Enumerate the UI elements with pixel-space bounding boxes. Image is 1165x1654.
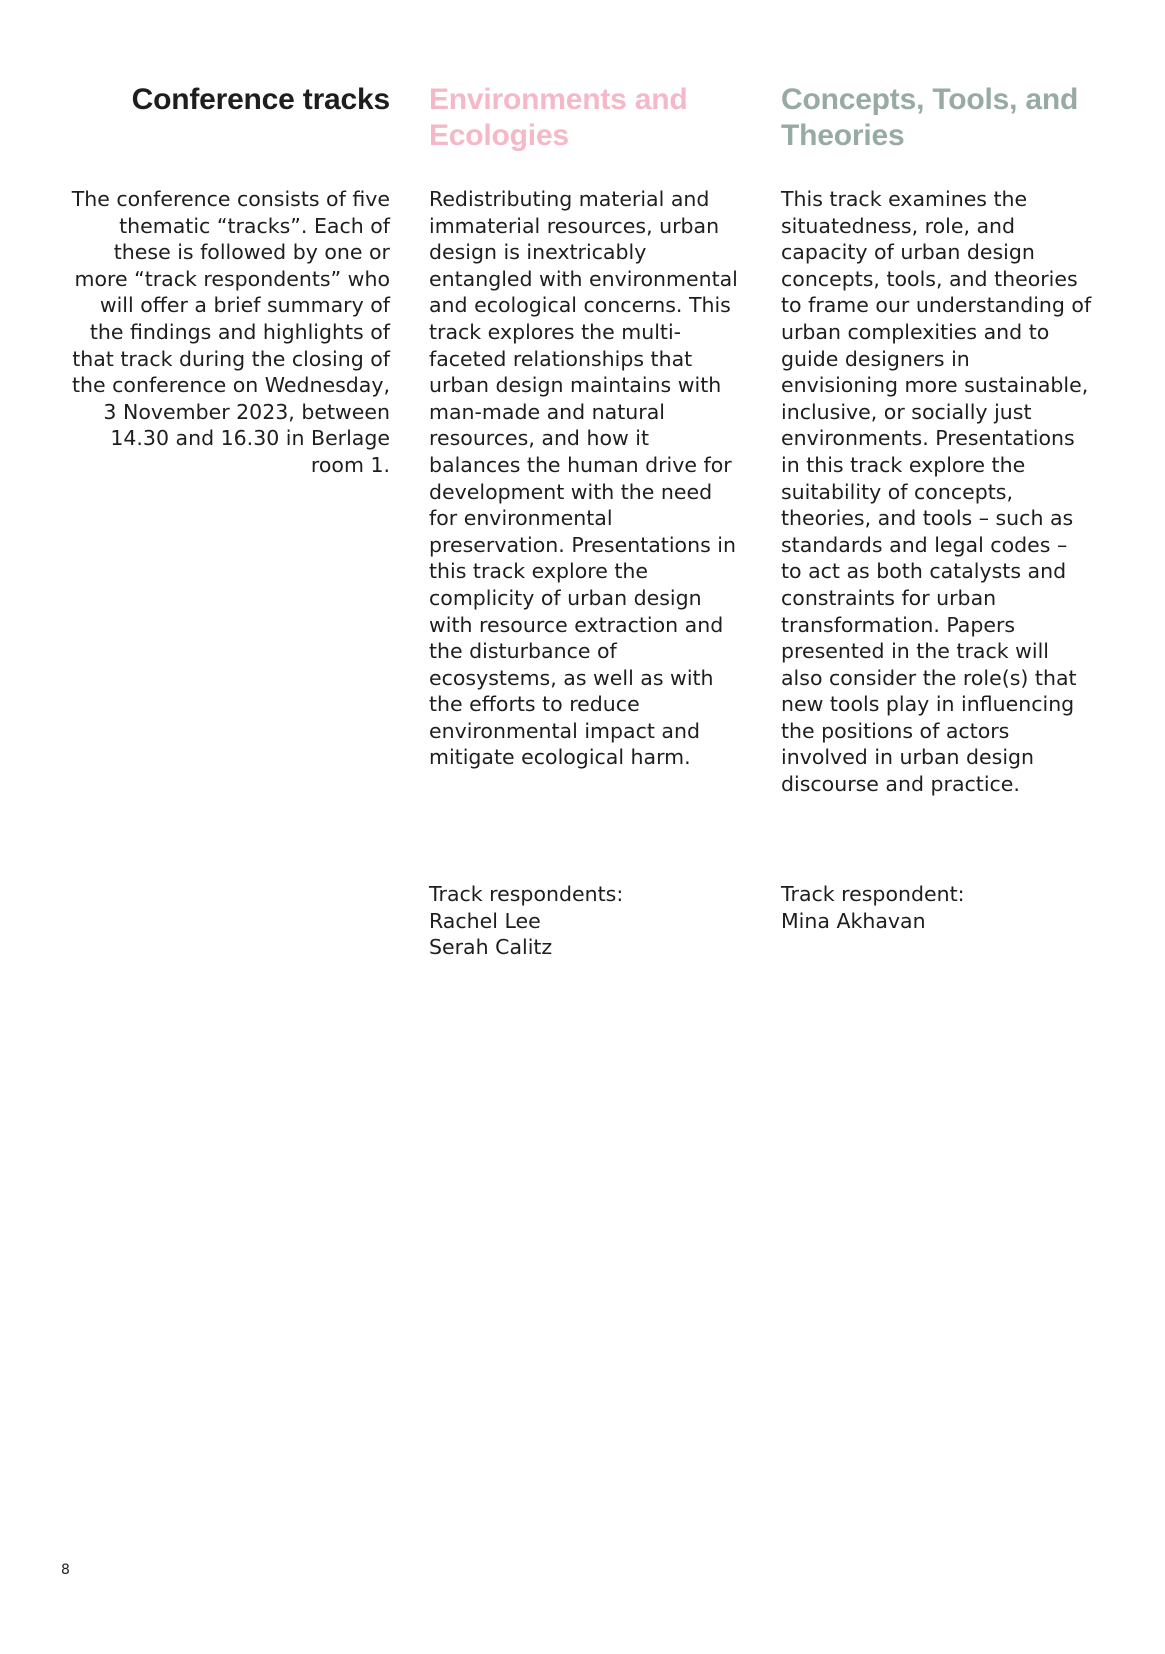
track-environments-column bbox=[429, 82, 741, 771]
track-concepts-heading: Concepts, Tools, and Theories bbox=[781, 83, 1079, 152]
respondents-label: Track respondents: bbox=[429, 882, 624, 906]
track-concepts-respondents bbox=[781, 881, 1093, 934]
respondents-label: Track respondent: bbox=[781, 882, 965, 906]
respondent-name: Mina Akhavan bbox=[781, 908, 926, 933]
intro-paragraph: The conference consists of five thematic “tracks”. Each of these is followed by one or more “track respondents” who will offer a brief summary of the findings and highlights of that track during the closing of the conference on Wednesday, 3 November 2023, between 14.30 and 16.30 in Berlage room 1. bbox=[71, 187, 390, 477]
track-environments-respondents bbox=[429, 881, 741, 961]
track-concepts-description: This track examines the situatedness, role, and capacity of urban design concepts, tools, and theories to frame our understanding of urban complexities and to guide designers in envisioning more sustainable, inclusive, or socially just environments. Presentations in this track explore the suitability of concepts, theories, and tools – such as standards and legal codes – to act as both catalysts and constraints for urban transformation. Papers presented in the track will also consider the role(s) that new tools play in influencing the positions of actors involved in urban design discourse and practice. bbox=[781, 187, 1092, 797]
respondent-name: Rachel Lee bbox=[429, 908, 541, 933]
respondent-name: Serah Calitz bbox=[429, 935, 553, 960]
page-number: 8 bbox=[61, 1562, 70, 1578]
track-concepts-column bbox=[781, 82, 1093, 798]
intro-column bbox=[62, 82, 390, 479]
track-environments-heading: Environments and Ecologies bbox=[429, 83, 688, 152]
track-environments-description: Redistributing material and immaterial resources, urban design is inextricably entangled with environmental and ecological concerns. This track explores the multi-faceted relationships that urban design maintains with man-made and natural resources, and how it balances the human drive for development with the need for environmental preservation. Presentations in this track explore the complicity of urban design with resource extraction and the disturbance of ecosystems, as well as with the efforts to reduce environmental impact and mitigate ecological harm. bbox=[429, 187, 738, 770]
page-title: Conference tracks bbox=[131, 83, 390, 116]
